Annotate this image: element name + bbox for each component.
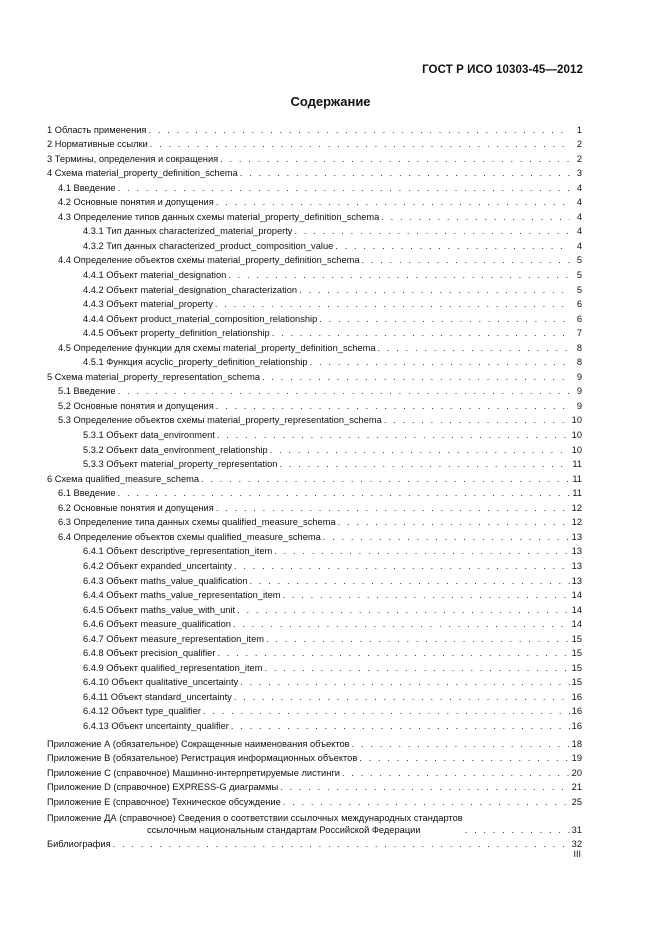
document-standard-code: ГОСТ Р ИСО 10303-45—2012 [422, 64, 583, 76]
toc-entry[interactable] [47, 441, 582, 456]
toc-entry[interactable] [47, 296, 582, 311]
dot-leader [231, 720, 570, 732]
dot-leader [240, 676, 569, 688]
toc-entry-label: 6.4.3 Объект maths_value_qualification [83, 575, 248, 586]
toc-entry-label: 4 Схема material_property_definition_schema [47, 168, 238, 179]
toc-entry-label: 5.3.3 Объект material_property_representation [83, 459, 278, 470]
dot-leader [150, 138, 570, 150]
toc-entry-label: 6 Схема qualified_measure_schema [47, 473, 200, 484]
toc-entry-page: 13 [571, 531, 582, 542]
toc-entry[interactable] [47, 543, 582, 558]
dot-leader [384, 414, 570, 426]
toc-entry[interactable] [47, 237, 582, 252]
dot-leader [266, 633, 570, 645]
toc-entry[interactable] [47, 485, 582, 500]
toc-entry[interactable] [47, 557, 582, 572]
toc-entry[interactable] [47, 281, 582, 296]
toc-annex-entry[interactable] [47, 793, 582, 808]
toc-entry[interactable] [47, 179, 582, 194]
toc-entry-label: 4.4.5 Объект property_definition_relationship [83, 328, 270, 339]
toc-entry-label: 4.4 Определение объектов схемы material_property_definition_schema [58, 255, 360, 266]
toc-entry[interactable] [47, 528, 582, 543]
dot-leader [335, 240, 570, 252]
toc-entry-label: 4.2 Основные понятия и допущения [58, 197, 214, 208]
toc-annex-entry[interactable] [47, 779, 582, 794]
toc-entry-page: 21 [571, 782, 582, 793]
toc-entry-page: 5 [576, 284, 582, 295]
toc-entry-page: 11 [572, 488, 582, 499]
toc-entry-label: 6.4 Определение объектов схемы qualified_measure_schema [58, 531, 321, 542]
toc-entry[interactable] [47, 136, 582, 151]
toc-entry-page: 19 [571, 753, 582, 764]
dot-leader [270, 444, 570, 456]
toc-entry-label: 5.3.1 Объект data_environment [83, 430, 215, 441]
toc-entry-page: 4 [576, 197, 582, 208]
toc-entry-label: 6.2 Основные понятия и допущения [58, 502, 214, 513]
toc-entry[interactable] [47, 456, 582, 471]
toc-entry[interactable] [47, 325, 582, 340]
toc-entry-label: 4.4.3 Объект material_property [83, 299, 213, 310]
toc-entry-page: 13 [571, 546, 582, 557]
dot-leader [310, 356, 570, 368]
dot-leader [262, 371, 570, 383]
toc-entry-page: 4 [576, 240, 582, 251]
toc-entry[interactable] [47, 339, 582, 354]
toc-entry-label: Приложение E (справочное) Техническое обсуждение [47, 796, 281, 807]
dot-leader [272, 327, 570, 339]
toc-entry-page: 9 [576, 386, 582, 397]
toc-entry-page: 6 [576, 299, 582, 310]
toc-entry[interactable] [47, 208, 582, 223]
dot-leader [294, 225, 570, 237]
dot-leader [338, 516, 570, 528]
toc-entry-label: 5.1 Введение [58, 386, 116, 397]
toc-entry-label: 4.4.1 Объект material_designation [83, 270, 227, 281]
toc-annex-entry[interactable] [47, 750, 582, 765]
toc-entry-page: 16 [571, 706, 582, 717]
dot-leader [148, 124, 570, 136]
toc-entry[interactable] [47, 266, 582, 281]
page-title: Содержание [290, 94, 371, 109]
toc-entry[interactable] [47, 572, 582, 587]
toc-entry[interactable] [47, 310, 582, 325]
dot-leader [118, 385, 570, 397]
toc-entry-page: 3 [576, 168, 582, 179]
toc-entry-page: 31 [571, 824, 582, 835]
dot-leader [362, 254, 570, 266]
dot-leader [203, 705, 570, 717]
toc-entry-label: 6.4.9 Объект qualified_representation_item [83, 662, 263, 673]
toc-entry[interactable] [47, 368, 582, 383]
toc-entry[interactable] [47, 383, 582, 398]
toc-entry[interactable] [47, 688, 582, 703]
toc-entry-page: 10 [571, 444, 582, 455]
toc-annex-entry[interactable] [47, 735, 582, 750]
toc-entry-label: 6.3 Определение типа данных схемы qualified_measure_schema [58, 517, 336, 528]
dot-leader [299, 284, 570, 296]
dot-leader [264, 662, 569, 674]
toc-entry[interactable] [47, 354, 582, 369]
toc-entry-label: 6.4.13 Объект uncertainty_qualifier [83, 720, 229, 731]
dot-leader [201, 473, 570, 485]
toc-entry[interactable] [47, 616, 582, 631]
toc-entry[interactable] [47, 252, 582, 267]
toc-entry-label: Приложение А (обязательное) Сокращенные наименования объектов [47, 738, 350, 749]
dot-leader [352, 738, 570, 750]
toc-entry-label: Библиография [47, 839, 111, 850]
toc-entry-label-line2: ссылочным национальным стандартам Российской Федерации [147, 824, 421, 835]
toc-entry[interactable] [47, 397, 582, 412]
toc-entry-page: 13 [571, 575, 582, 586]
toc-entry-page: 12 [571, 517, 582, 528]
toc-entry-page: 14 [571, 604, 582, 615]
toc-entry-page: 8 [576, 357, 582, 368]
toc-annex-entry[interactable] [47, 808, 582, 836]
toc-entry[interactable] [47, 659, 582, 674]
toc-entry-page: 4 [576, 226, 582, 237]
toc-entry[interactable] [47, 630, 582, 645]
toc-entry-label: 6.4.6 Объект measure_qualification [83, 619, 231, 630]
toc-entry[interactable] [47, 717, 582, 732]
toc-entry[interactable] [47, 514, 582, 529]
toc-entry-label: 4.1 Введение [58, 182, 116, 193]
toc-entry-page: 14 [571, 619, 582, 630]
toc-entry-label: 3 Термины, определения и сокращения [47, 153, 219, 164]
toc-entry-label: Приложение D (справочное) EXPRESS-G диаграммы [47, 782, 279, 793]
toc-entry-label: 4.5.1 Функция acyclic_property_definition_relationship [83, 357, 308, 368]
toc-entry-page: 14 [571, 590, 582, 601]
toc-entry-page: 15 [571, 662, 582, 673]
toc-entry-page: 15 [571, 648, 582, 659]
dot-leader [378, 342, 571, 354]
toc-entry-label: 6.1 Введение [58, 488, 116, 499]
dot-leader [220, 153, 570, 165]
toc-entry-page: 16 [571, 691, 582, 702]
toc-entry-page: 12 [571, 502, 582, 513]
dot-leader [280, 781, 570, 793]
toc-entry-page: 11 [572, 459, 582, 470]
toc-entry-label: 4.5 Определение функции для схемы material_property_definition_schema [58, 342, 376, 353]
page-number: III [573, 849, 581, 859]
toc-entry-page: 1 [576, 124, 582, 135]
toc-entry-label: 4.3 Определение типов данных схемы material_property_definition_schema [58, 211, 380, 222]
dot-leader [283, 796, 570, 808]
dot-leader [342, 767, 570, 779]
toc-entry-page: 16 [571, 720, 582, 731]
toc-entry-label: Приложение С (справочное) Машинно-интерпретируемые листинги [47, 767, 340, 778]
toc-entry[interactable] [47, 412, 582, 427]
toc-entry-label [47, 812, 463, 836]
dot-leader [279, 458, 570, 470]
dot-leader [359, 752, 569, 764]
dot-leader [323, 531, 570, 543]
toc-entry[interactable] [47, 426, 582, 441]
toc-entry-label: 4.4.2 Объект material_designation_characterization [83, 284, 298, 295]
toc-entry-label: 5.3 Определение объектов схемы material_property_representation_schema [58, 415, 382, 426]
dot-leader [465, 824, 570, 836]
toc-entry-label: 6.4.12 Объект type_qualifier [83, 706, 201, 717]
toc-entry-page: 10 [571, 415, 582, 426]
dot-leader [217, 429, 570, 441]
toc-entry[interactable] [47, 470, 582, 485]
dot-leader [216, 502, 570, 514]
dot-leader [381, 211, 570, 223]
toc-entry-label: Приложение В (обязательное) Регистрация информационных объектов [47, 753, 358, 764]
toc-entry-label: 6.4.1 Объект descriptive_representation_item [83, 546, 273, 557]
toc-entry-label: 5.2 Основные понятия и допущения [58, 400, 214, 411]
dot-leader [274, 545, 569, 557]
toc-entry-page: 10 [571, 430, 582, 441]
dot-leader [118, 182, 570, 194]
toc-entry[interactable] [47, 601, 582, 616]
toc-entry[interactable] [47, 150, 582, 165]
toc-entry-label: 4.3.1 Тип данных characterized_material_property [83, 226, 293, 237]
dot-leader [234, 691, 570, 703]
toc-entry-label-line1: Приложение ДА (справочное) Сведения о соответствии ссылочных международных стандартов [47, 812, 463, 823]
toc-entry[interactable] [47, 165, 582, 180]
table-of-contents [47, 121, 582, 850]
toc-entry-label: 4.3.2 Тип данных characterized_product_composition_value [83, 240, 334, 251]
toc-entry-label: 6.4.8 Объект precision_qualifier [83, 648, 216, 659]
toc-entry-label: 6.4.5 Объект maths_value_with_unit [83, 604, 236, 615]
toc-entry-page: 20 [571, 767, 582, 778]
toc-entry-page: 15 [571, 677, 582, 688]
toc-entry-page: 7 [576, 328, 582, 339]
dot-leader [237, 604, 570, 616]
dot-leader [113, 838, 570, 850]
toc-entry-page: 18 [571, 738, 582, 749]
toc-bibliography-entry[interactable] [47, 836, 582, 851]
toc-entry[interactable] [47, 674, 582, 689]
toc-entry-page: 4 [576, 211, 582, 222]
dot-leader [216, 196, 570, 208]
toc-entry-page: 2 [576, 153, 582, 164]
toc-entry-label: 1 Область применения [47, 124, 147, 135]
toc-entry-label: 6.4.10 Объект qualitative_uncertainty [83, 677, 239, 688]
toc-entry-label: 2 Нормативные ссылки [47, 139, 148, 150]
toc-entry[interactable] [47, 645, 582, 660]
toc-entry[interactable] [47, 223, 582, 238]
toc-entry-page: 4 [576, 182, 582, 193]
dot-leader [319, 313, 570, 325]
toc-entry[interactable] [47, 703, 582, 718]
toc-entry-page: 11 [572, 473, 582, 484]
toc-annex-entry[interactable] [47, 764, 582, 779]
toc-entry-page: 9 [576, 371, 582, 382]
dot-leader [283, 589, 570, 601]
dot-leader [233, 618, 570, 630]
toc-entry-label: 5.3.2 Объект data_environment_relationship [83, 444, 268, 455]
toc-entry-page: 13 [571, 560, 582, 571]
toc-entry[interactable] [47, 194, 582, 209]
toc-entry[interactable] [47, 587, 582, 602]
dot-leader [118, 487, 570, 499]
toc-entry-page: 9 [576, 400, 582, 411]
dot-leader [234, 560, 570, 572]
toc-entry-label: 6.4.4 Объект maths_value_representation_item [83, 590, 281, 601]
dot-leader [217, 647, 569, 659]
toc-entry-page: 25 [571, 796, 582, 807]
dot-leader [228, 269, 570, 281]
dot-leader [215, 298, 570, 310]
toc-entry[interactable] [47, 121, 582, 136]
toc-entry-label: 6.4.2 Объект expanded_uncertainty [83, 560, 232, 571]
toc-entry-page: 5 [576, 270, 582, 281]
toc-entry-page: 32 [571, 839, 582, 850]
toc-entry-page: 5 [576, 255, 582, 266]
dot-leader [216, 400, 570, 412]
toc-entry-label: 4.4.4 Объект product_material_composition_relationship [83, 313, 318, 324]
toc-entry-label: 6.4.7 Объект measure_representation_item [83, 633, 265, 644]
toc-entry-page: 8 [576, 342, 582, 353]
toc-entry-page: 15 [571, 633, 582, 644]
toc-entry-page: 2 [576, 139, 582, 150]
toc-entry-page: 6 [576, 313, 582, 324]
toc-entry-label: 5 Схема material_property_representation_schema [47, 371, 260, 382]
dot-leader [249, 575, 569, 587]
toc-entry-label: 6.4.11 Объект standard_uncertainty [83, 691, 232, 702]
dot-leader [240, 167, 570, 179]
toc-entry[interactable] [47, 499, 582, 514]
